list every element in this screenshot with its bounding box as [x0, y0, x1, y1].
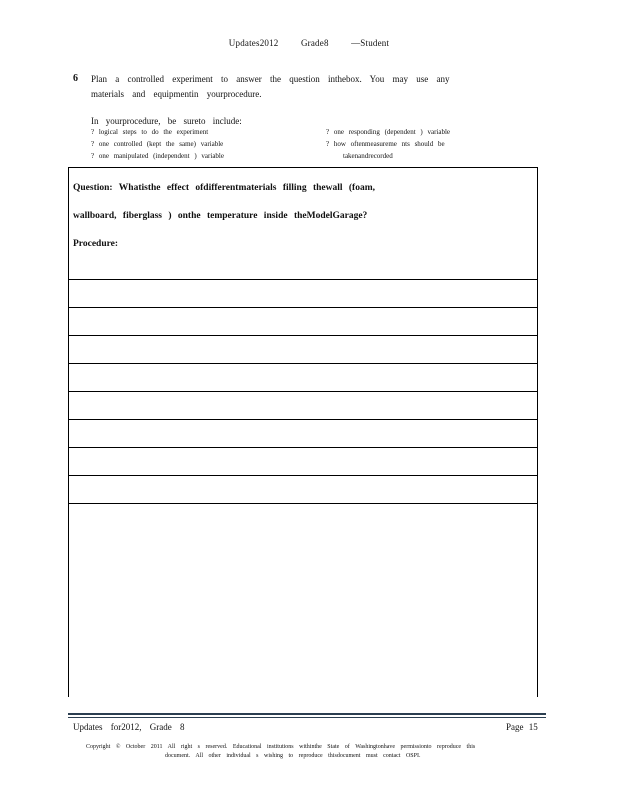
answer-line[interactable]	[68, 503, 538, 504]
bullet-left-2: ? one controlled (kept the same) variable	[91, 140, 224, 148]
answer-line[interactable]	[68, 475, 538, 476]
bullet-left-3: ? one manipulated (independent ) variable	[91, 152, 224, 160]
footer-divider-thick	[68, 713, 546, 715]
page-header	[0, 38, 618, 48]
header-grade: Grade8	[300, 38, 329, 48]
bullet-right-1: ? one responding (dependent ) variable	[326, 128, 451, 136]
bullet-left-1: ? logical steps to do the experiment	[91, 128, 209, 136]
answer-line[interactable]	[68, 307, 538, 308]
bullet-right-3: takenandrecorded	[343, 152, 393, 160]
answer-line[interactable]	[68, 335, 538, 336]
bullet-right-2: ? how oftenmeasureme nts should be	[326, 140, 445, 148]
footer-left: Updates for2012, Grade 8	[73, 722, 185, 732]
answer-box	[68, 167, 538, 697]
answer-line[interactable]	[68, 419, 538, 420]
box-question-line-2: wallboard, fiberglass ) onthe temperature inside theModelGarage?	[73, 211, 368, 221]
include-intro: In yourprocedure, be sureto include:	[91, 116, 242, 126]
header-audience: —Student	[351, 38, 390, 48]
instruction-line-2: materials and equipmentin yourprocedure.	[91, 89, 262, 99]
answer-line[interactable]	[68, 279, 538, 280]
instruction-line-1: Plan a controlled experiment to answer the question inthebox. You may use any	[91, 74, 450, 84]
answer-line[interactable]	[68, 447, 538, 448]
copyright-line-1: Copyright © October 2011 All right s reserved. Educational institutions withinthe State of Washingtonhave permissionto reproduce this	[86, 744, 476, 750]
header-updates: Updates2012	[228, 38, 279, 48]
page-number: Page 15	[506, 722, 538, 732]
footer-divider-thin	[68, 717, 546, 718]
box-question-line-1: Question: Whatisthe effect ofdifferentmaterials filling thewall (foam,	[73, 183, 376, 193]
procedure-label: Procedure:	[73, 239, 119, 249]
answer-line[interactable]	[68, 363, 538, 364]
copyright-line-2: document. All other individual s wishing to reproduce thisdocument must contact OSPI.	[165, 753, 421, 759]
question-number: 6	[73, 73, 78, 84]
answer-line[interactable]	[68, 391, 538, 392]
